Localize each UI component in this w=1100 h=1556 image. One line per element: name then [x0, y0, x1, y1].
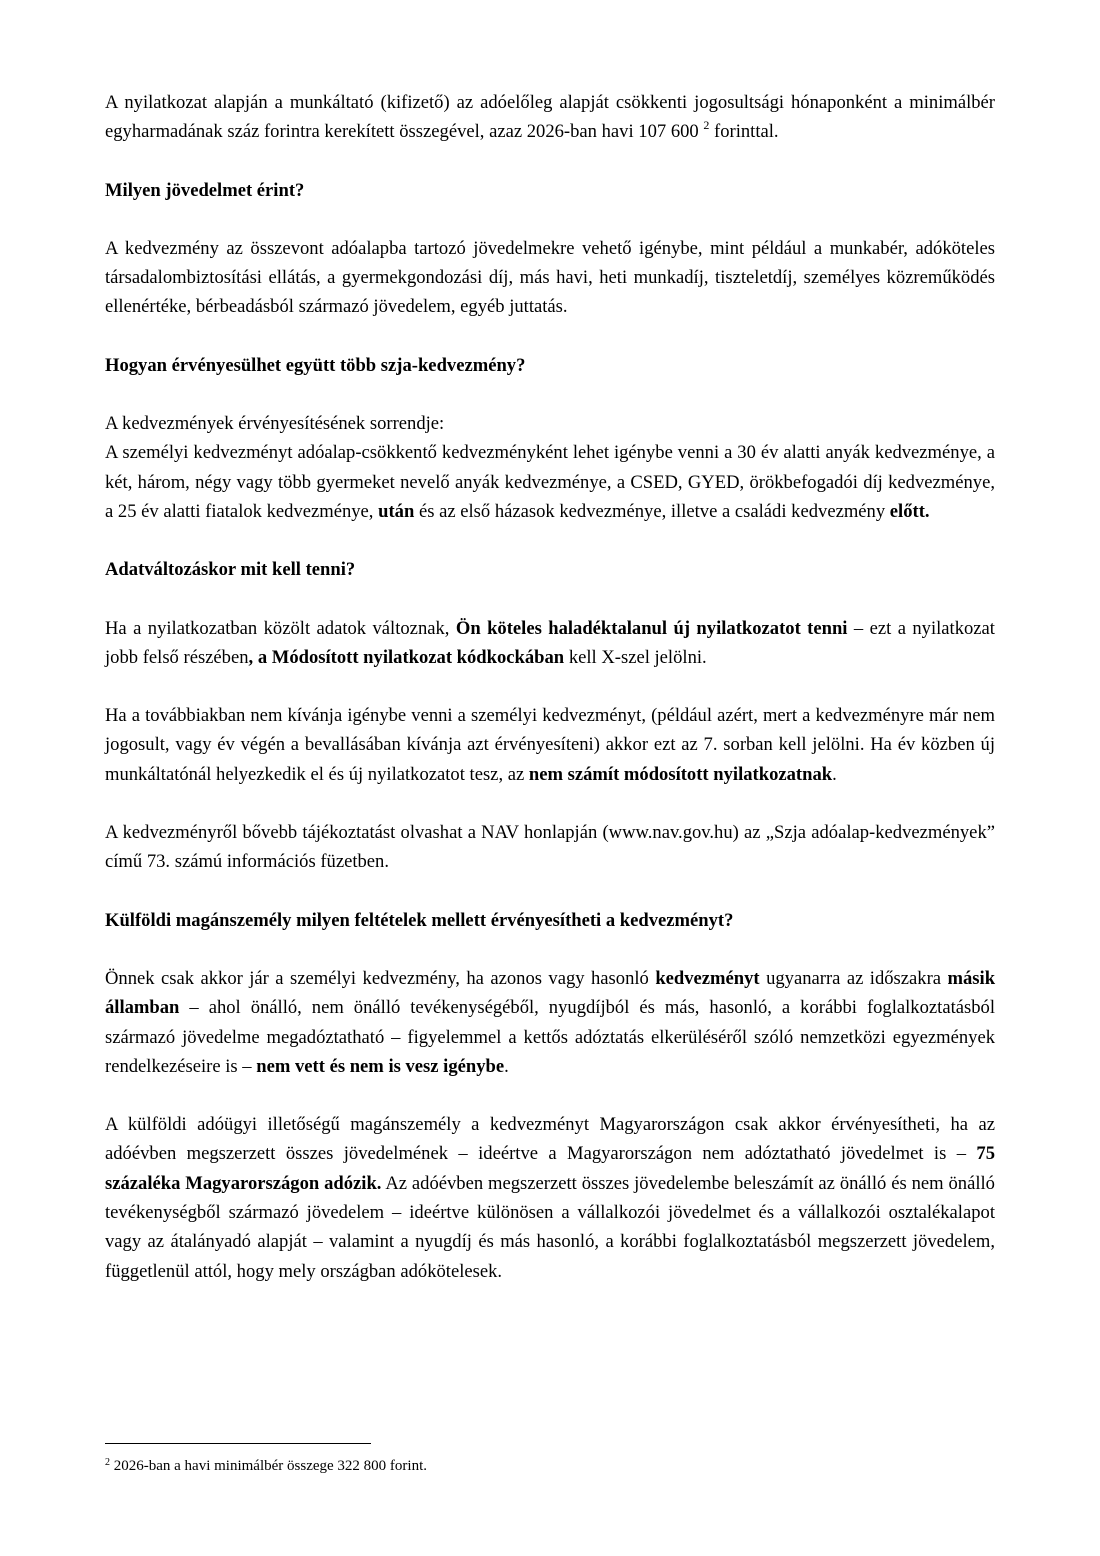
change-bold-code-box: , a Módosított nyilatkozat kódkockában: [248, 646, 565, 668]
foreign-p1-text-1: Önnek csak akkor jár a személyi kedvezmény, ha azonos vagy hasonló: [105, 967, 649, 989]
foreign-p2-text-1: A külföldi adóügyi illetőségű magánszemély a kedvezményt Magyarországon csak akkor érvényesítheti, ha az adóévben megszerzett összes jövedelmének – ideértve a Magyarországon nem adóztatható jövedelmet is –: [105, 1114, 995, 1165]
footnote: [105, 1456, 995, 1476]
heading-data-change: Adatváltozáskor mit kell tenni?: [105, 559, 356, 581]
income-paragraph: A kedvezmény az összevont adóalapba tartozó jövedelmekre vehető igénybe, mint például a munkabér, adóköteles társadalombiztosítási ellátás, a gyermekgondozási díj, más havi, heti munkadíj, tiszteletdíj, személyes közreműködés ellenértéke, bérbeadásból származó jövedelem, egyéb juttatás.: [105, 237, 995, 318]
order-line: A kedvezmények érvényesítésének sorrendje:: [105, 413, 445, 435]
change-p2-end: .: [832, 763, 837, 785]
change-text-2: – ezt a nyilatkozat jobb felső részében: [105, 617, 995, 668]
change-p2-bold: nem számít módosított nyilatkozatnak: [528, 763, 833, 785]
footnote-text: 2026-ban a havi minimálbér összege 322 800 forint.: [113, 1458, 428, 1474]
foreign-p2-bold: 75 százaléka Magyarországon adózik.: [105, 1143, 995, 1194]
combined-text-2: és az első házasok kedvezménye, illetve a családi kedvezmény: [418, 500, 886, 522]
heading-foreign: Külföldi magánszemély milyen feltételek mellett érvényesítheti a kedvezményt?: [105, 909, 734, 931]
intro-text: A nyilatkozat alapján a munkáltató (kifizető) az adóelőleg alapját csökkenti jogosultsági hónaponként a minimálbér egyharmadának száz forintra kerekített összegével, azaz 2026-ban havi 107 600: [105, 92, 995, 143]
change-paragraph-2: [105, 701, 995, 789]
footnote-reference[interactable]: 2: [703, 118, 710, 133]
combined-paragraph: [105, 438, 995, 526]
combined-text-1: A személyi kedvezményt adóalap-csökkentő kedvezményként lehet igénybe venni a 30 év alatti anyák kedvezménye, a két, három, négy vagy több gyermeket nevelő anyák kedvezménye, a CSED, GYED, örökbefogadói díj kedvezménye, a 25 év alatti fiatalok kedvezménye,: [105, 442, 995, 522]
foreign-p1-text-3: – ahol önálló, nem önálló tevékenységéből, nyugdíjból és más, hasonló, a korábbi foglalkoztatásból származó jövedelme megadóztatható – figyelemmel a kettős adóztatás elkerüléséről szóló nemzetközi egyezmények rendelkezéseire is –: [105, 997, 995, 1077]
foreign-p1-bold-2: másik államban: [105, 967, 996, 1019]
intro-tail: forinttal.: [714, 121, 779, 143]
document-body: [105, 88, 995, 1286]
change-text-1: Ha a nyilatkozatban közölt adatok változnak,: [105, 617, 450, 639]
combined-bold-after: után: [378, 500, 415, 522]
heading-income: Milyen jövedelmet érint?: [105, 179, 305, 201]
foreign-p1-text-2: ugyanarra az időszakra: [766, 967, 942, 989]
heading-combined-benefits: Hogyan érvényesülhet együtt több szja-kedvezmény?: [105, 354, 526, 376]
foreign-p2-text-2: Az adóévben megszerzett összes jövedelembe beleszámít az önálló és nem önálló tevékenységből származó jövedelem – ideértve különösen a vállalkozói jövedelmet és a vállalkozói osztalékalapot vagy az átalányadó alapját – valamint a nyugdíj és más hasonló, a korábbi foglalkoztatásból megszerzett jövedelem, függetlenül attól, hogy mely országban adókötelesek.: [105, 1172, 995, 1282]
nav-info-paragraph: A kedvezményről bővebb tájékoztatást olvashat a NAV honlapján (www.nav.gov.hu) az „Szja adóalap-kedvezmények” című 73. számú információs füzetben.: [105, 822, 995, 873]
foreign-p1-bold-3: nem vett és nem is vesz igénybe: [256, 1055, 505, 1077]
foreign-p1-bold-1: kedvezményt: [655, 967, 760, 989]
intro-paragraph: [105, 88, 995, 147]
foreign-paragraph-1: [105, 964, 995, 1081]
combined-bold-before: előtt.: [889, 500, 930, 522]
footnote-number: 2: [105, 1457, 110, 1468]
footnote-separator: [105, 1443, 371, 1444]
change-paragraph-1: [105, 614, 995, 673]
change-bold-obligation: Ön köteles haladéktalanul új nyilatkozatot tenni: [455, 617, 848, 639]
change-text-3: kell X-szel jelölni.: [568, 646, 707, 668]
foreign-p1-end: .: [504, 1055, 509, 1077]
foreign-paragraph-2: [105, 1110, 995, 1286]
change-p2-text: Ha a továbbiakban nem kívánja igénybe venni a személyi kedvezményt, (például azért, mert a kedvezményre már nem jogosult, vagy év végén a bevallásában kívánja azt érvényesíteni) akkor ezt az 7. sorban kell jelölni. Ha év közben új munkáltatónál helyezkedik el és új nyilatkozatot tesz, az: [105, 705, 995, 785]
